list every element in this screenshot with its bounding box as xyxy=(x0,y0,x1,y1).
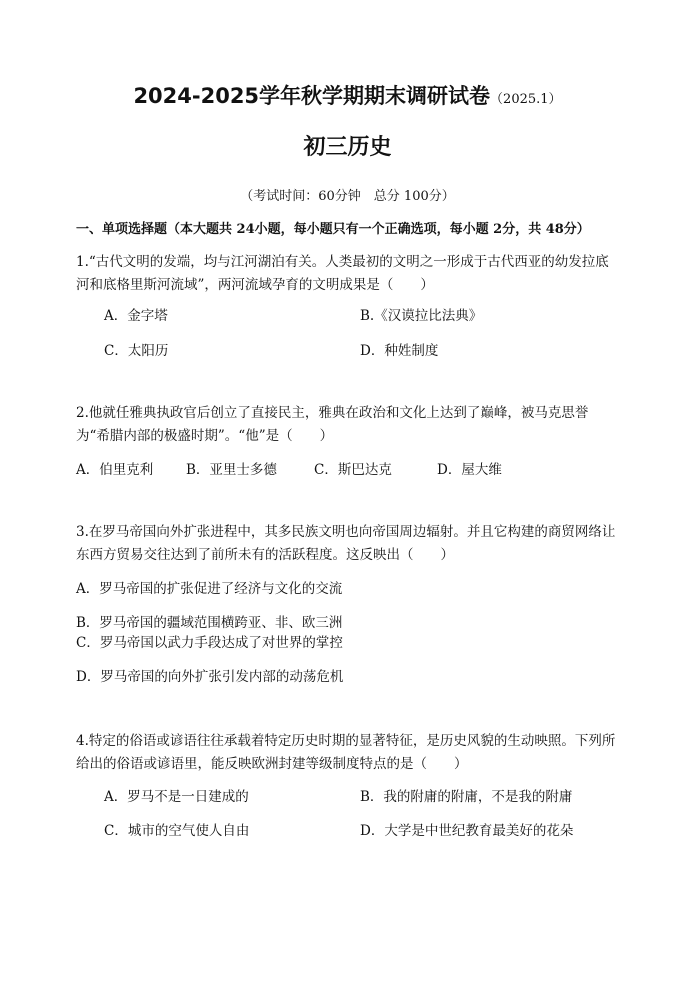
question-4-option-c[interactable]: C．城市的空气使人自由 xyxy=(104,823,250,839)
question-4-text: 4.特定的俗语或谚语往往承载着特定历史时期的显著特征，是历史风貌的生动映照。下列所给出的俗语或谚语里，能反映欧洲封建等级制度特点的是（ ） xyxy=(76,733,616,772)
exam-title-main: 2024-2025学年秋学期期末调研试卷 xyxy=(133,84,491,108)
question-1-option-b[interactable]: B.《汉谟拉比法典》 xyxy=(360,308,483,324)
question-3-option-a[interactable]: A．罗马帝国的扩张促进了经济与文化的交流 xyxy=(76,581,343,597)
question-4-option-a[interactable]: A．罗马不是一日建成的 xyxy=(104,789,249,805)
question-1-option-d[interactable]: D．种姓制度 xyxy=(360,343,439,359)
question-3-option-c[interactable]: C．罗马帝国以武力手段达成了对世界的掌控 xyxy=(76,635,343,651)
question-4-option-b[interactable]: B．我的附庸的附庸，不是我的附庸 xyxy=(360,789,573,805)
question-2-text: 2.他就任雅典执政官后创立了直接民主，雅典在政治和文化上达到了巅峰，被马克思誉为“希腊内部的极盛时期”。“他”是（ ） xyxy=(76,405,589,444)
question-2-option-b[interactable]: B．亚里士多德 xyxy=(186,462,277,478)
question-4-option-d[interactable]: D．大学是中世纪教育最美好的花朵 xyxy=(360,823,574,839)
question-2-option-d[interactable]: D．屋大维 xyxy=(437,462,502,478)
question-3-text: 3.在罗马帝国向外扩张进程中，其多民族文明也向帝国周边辐射。并且它构建的商贸网络让东西方贸易交往达到了前所未有的活跃程度。这反映出（ ） xyxy=(76,524,616,563)
question-2-option-c[interactable]: C．斯巴达克 xyxy=(314,462,392,478)
exam-title-date: （2025.1） xyxy=(490,92,562,107)
exam-info: （考试时间：60分钟 总分 100分） xyxy=(240,189,455,204)
question-1-text: 1.“古代文明的发端，均与江河湖泊有关。人类最初的文明之一形成于古代西亚的幼发拉底河和底格里斯河流域”，两河流域孕育的文明成果是（ ） xyxy=(76,254,609,293)
exam-title xyxy=(0,80,695,110)
question-3-option-b[interactable]: B．罗马帝国的疆域范围横跨亚、非、欧三洲 xyxy=(76,615,343,631)
question-3-option-d[interactable]: D．罗马帝国的向外扩张引发内部的动荡危机 xyxy=(76,669,344,685)
section-heading: 一、单项选择题（本大题共 24小题，每小题只有一个正确选项，每小题 2分，共 48分） xyxy=(76,222,590,237)
exam-subject: 初三历史 xyxy=(303,135,392,160)
question-1-option-a[interactable]: A．金字塔 xyxy=(104,308,168,324)
question-1-option-c[interactable]: C．太阳历 xyxy=(104,343,169,359)
question-2-option-a[interactable]: A．伯里克利 xyxy=(76,462,154,478)
